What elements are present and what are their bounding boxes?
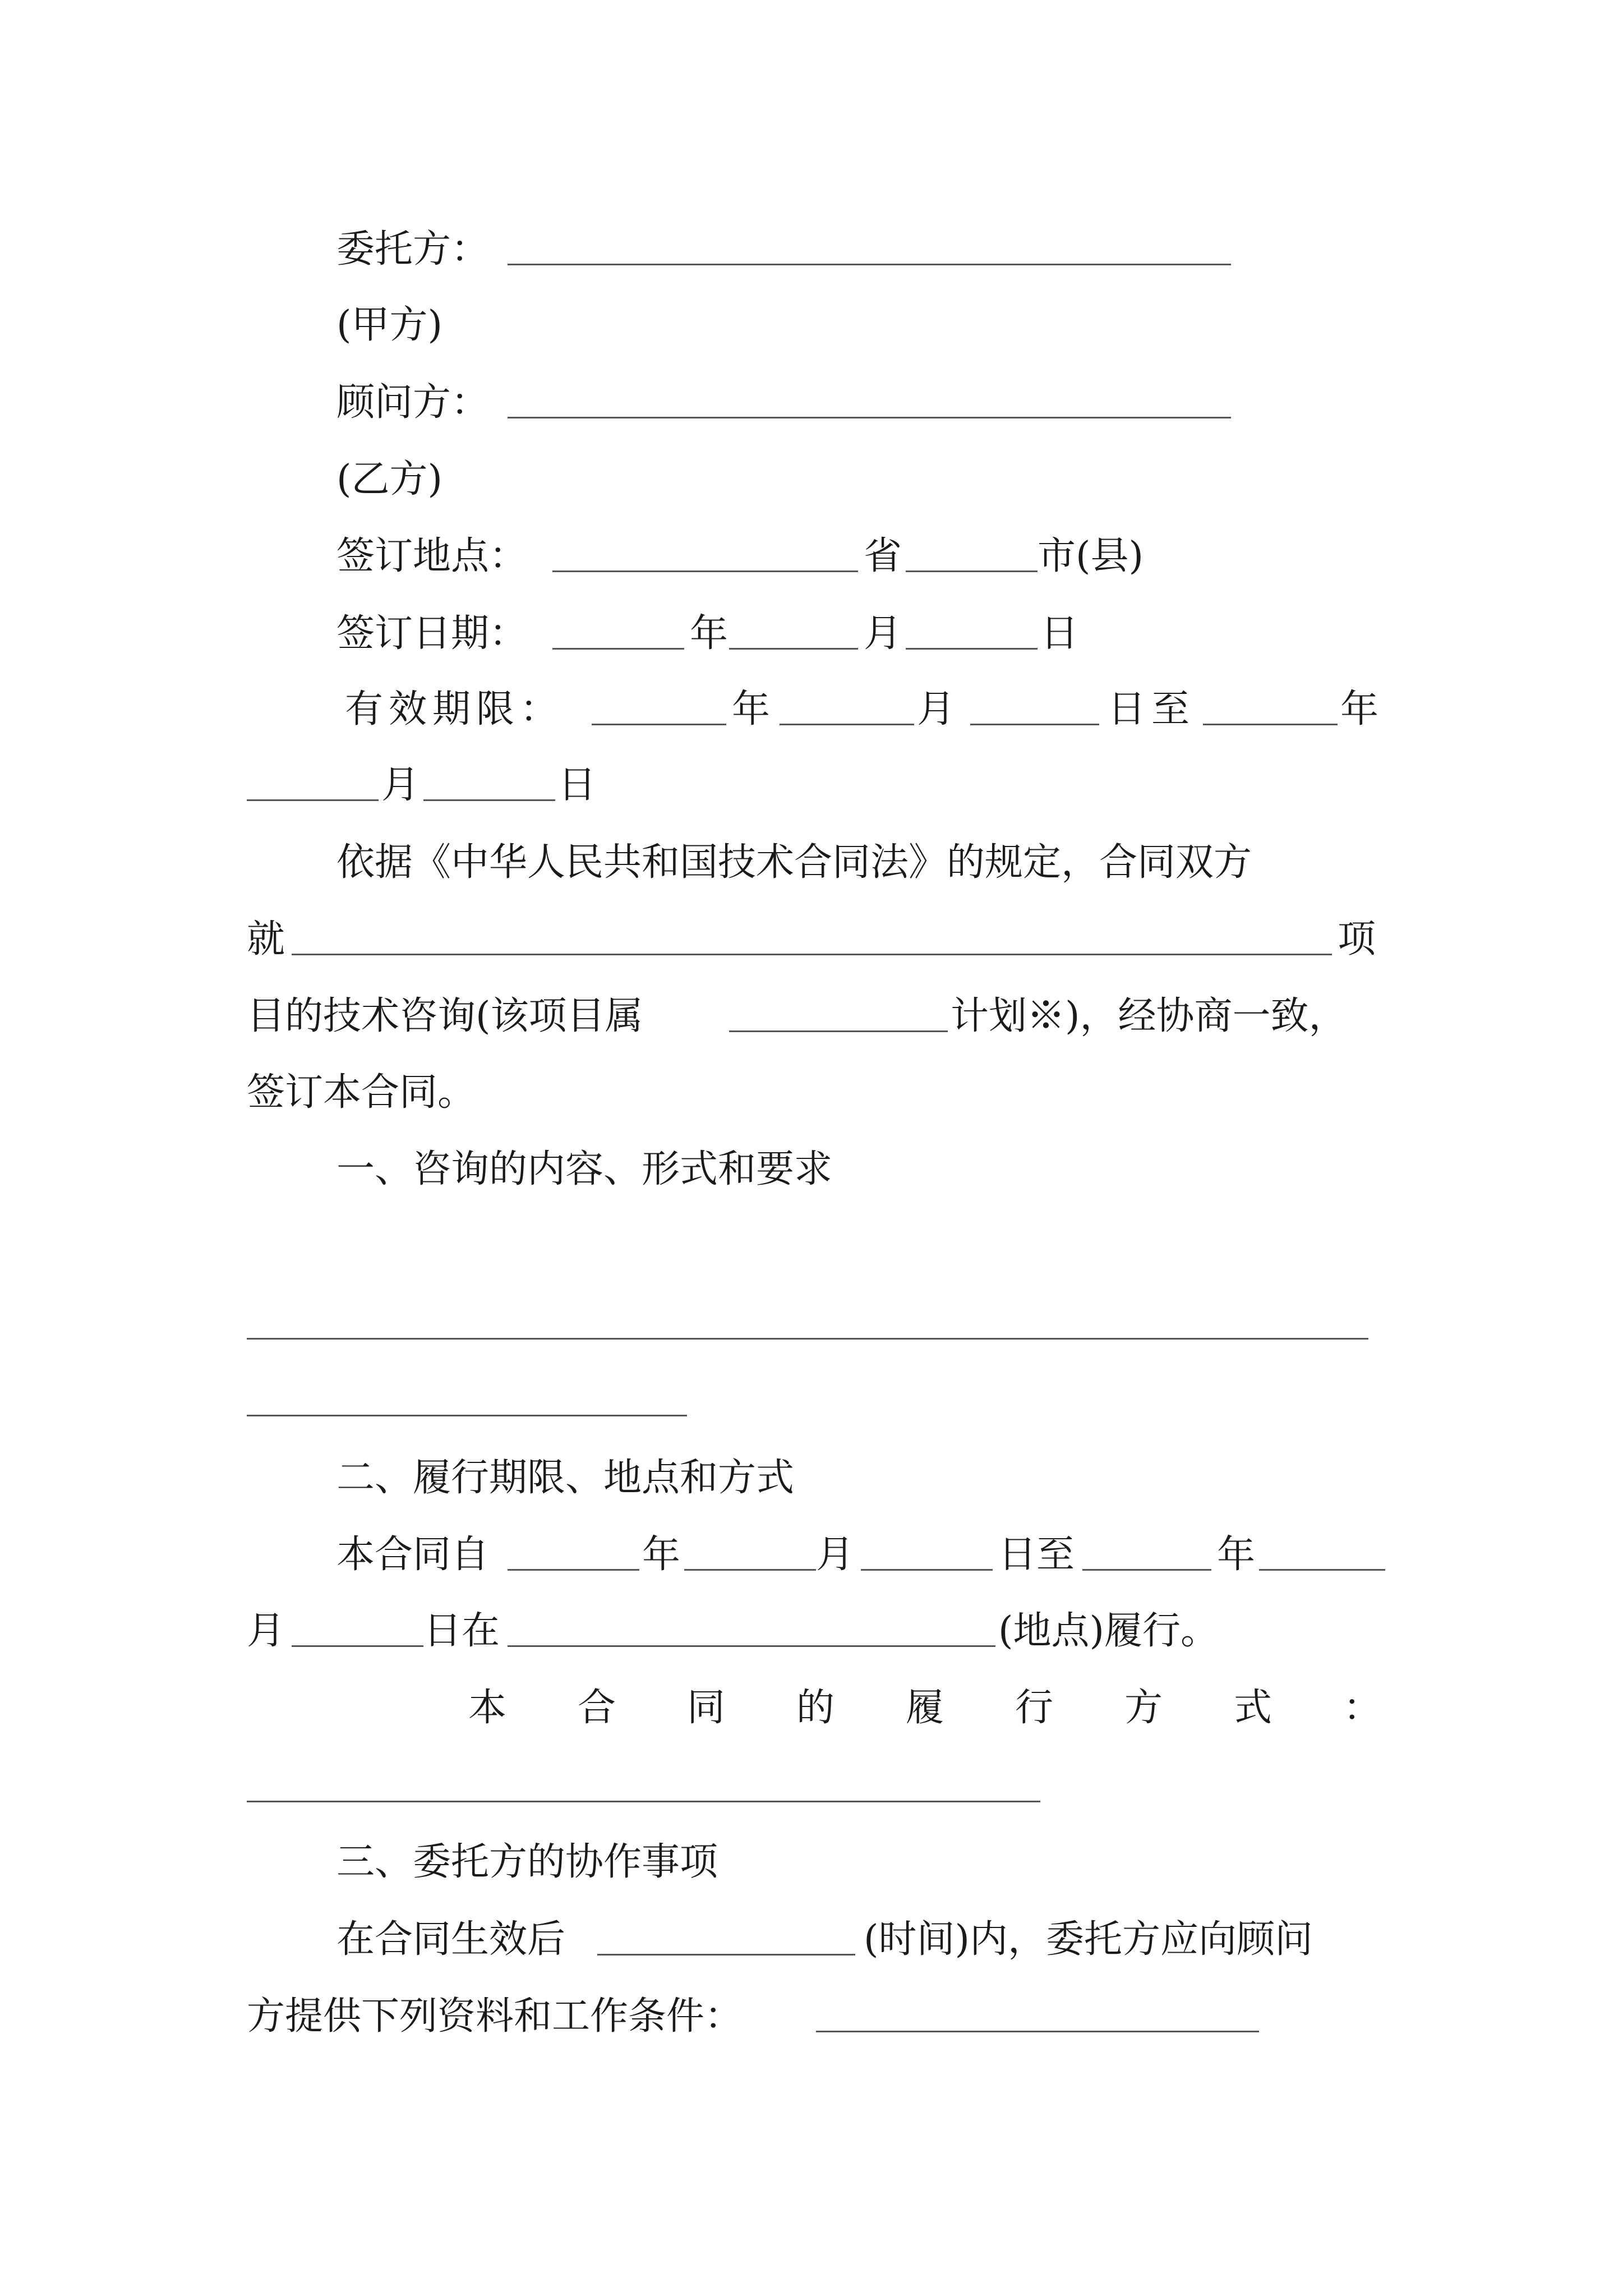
section-1-title: 一、咨询的内容、形式和要求 — [336, 1147, 833, 1191]
term-at-label: 日在 — [423, 1609, 500, 1653]
date-year-label: 年 — [690, 611, 728, 656]
place-province-blank[interactable] — [552, 570, 858, 572]
term-day-to-label: 日至 — [998, 1533, 1075, 1577]
client-blank[interactable] — [508, 264, 1231, 265]
consultant-blank[interactable] — [508, 417, 1231, 418]
intro-text-3-end: 计划※)，经协商一致， — [951, 994, 1347, 1038]
term-day2-blank[interactable] — [292, 1645, 423, 1647]
mode-char-1: 本 — [468, 1686, 507, 1730]
intro-text-1: 依据《中华人民共和国技术合同法》的规定，合同双方 — [336, 840, 1252, 885]
mode-blank[interactable] — [247, 1801, 1040, 1802]
term-year2-label: 年 — [1217, 1533, 1256, 1577]
place-label: 签订地点： — [336, 534, 528, 578]
mode-char-3: 同 — [687, 1686, 726, 1730]
consultant-label: 顾问方： — [336, 380, 490, 425]
validity-month-label: 月 — [917, 687, 961, 731]
mode-line — [0, 1680, 1623, 1736]
coop-materials-blank[interactable] — [816, 2031, 1259, 2032]
term-month2-blank[interactable] — [1259, 1569, 1385, 1571]
date-day-blank[interactable] — [906, 648, 1038, 650]
validity-year2-label: 年 — [1340, 687, 1385, 731]
section-2-title: 二、履行期限、地点和方式 — [336, 1456, 795, 1500]
validity-day2-label: 日 — [558, 763, 597, 807]
validity-month2-label: 月 — [381, 763, 420, 807]
place-city-blank[interactable] — [906, 570, 1038, 572]
term-month-label: 月 — [816, 1533, 855, 1577]
intro-text-2-start: 就 — [247, 917, 285, 961]
date-day-label: 日 — [1040, 611, 1079, 656]
term-year-label: 年 — [642, 1533, 681, 1577]
project-blank[interactable] — [292, 954, 1332, 955]
section-1-blank-2[interactable] — [247, 1415, 687, 1416]
intro-text-3-start: 目的技术咨询(该项目属 — [247, 994, 643, 1038]
city-label: 市(县) — [1038, 534, 1144, 578]
coop-end-label: (时间)内，委托方应向顾问 — [864, 1917, 1313, 1962]
mode-char-7: 方 — [1124, 1686, 1163, 1730]
validity-label: 有效期限： — [345, 687, 564, 731]
mode-char-5: 履 — [906, 1686, 944, 1730]
party-b-label: (乙方) — [336, 457, 443, 501]
section-1-blank-1[interactable] — [247, 1338, 1368, 1340]
client-label: 委托方： — [336, 227, 490, 272]
term-start-label: 本合同自 — [336, 1533, 490, 1577]
mode-char-4: 的 — [796, 1686, 835, 1730]
coop-start-label: 在合同生效后 — [336, 1917, 566, 1962]
date-year-blank[interactable] — [552, 648, 684, 650]
term-year2-blank[interactable] — [1082, 1569, 1211, 1571]
date-label: 签订日期： — [336, 611, 528, 656]
intro-text-2-end: 项 — [1338, 917, 1376, 961]
term-year-blank[interactable] — [508, 1569, 639, 1571]
mode-char-9: ： — [1343, 1686, 1382, 1730]
term-place-blank[interactable] — [508, 1645, 995, 1647]
mode-char-2: 合 — [578, 1686, 616, 1730]
validity-day-to-label: 日至 — [1108, 687, 1196, 731]
mode-char-8: 式 — [1234, 1686, 1272, 1730]
validity-year-blank[interactable] — [592, 724, 726, 725]
term-month-blank[interactable] — [684, 1569, 816, 1571]
coop-time-blank[interactable] — [597, 1954, 855, 1955]
validity-month-blank[interactable] — [780, 724, 914, 725]
validity-year-label: 年 — [732, 687, 776, 731]
term-place-label: (地点)履行。 — [998, 1609, 1219, 1653]
date-month-blank[interactable] — [729, 648, 858, 650]
intro-text-4: 签订本合同。 — [247, 1070, 476, 1115]
term-month2-label: 月 — [247, 1609, 285, 1653]
mode-char-6: 行 — [1015, 1686, 1054, 1730]
province-label: 省 — [864, 534, 902, 578]
validity-year2-blank[interactable] — [1203, 724, 1338, 725]
plan-blank[interactable] — [729, 1030, 948, 1032]
date-month-label: 月 — [864, 611, 902, 656]
section-3-title: 三、委托方的协作事项 — [336, 1840, 718, 1884]
validity-day-blank[interactable] — [970, 724, 1099, 725]
validity-day2-blank[interactable] — [423, 799, 555, 801]
validity-month2-blank[interactable] — [247, 799, 379, 801]
term-day-blank[interactable] — [861, 1569, 993, 1571]
party-a-label: (甲方) — [336, 303, 443, 347]
coop-text-2: 方提供下列资料和工作条件： — [247, 1994, 743, 2039]
